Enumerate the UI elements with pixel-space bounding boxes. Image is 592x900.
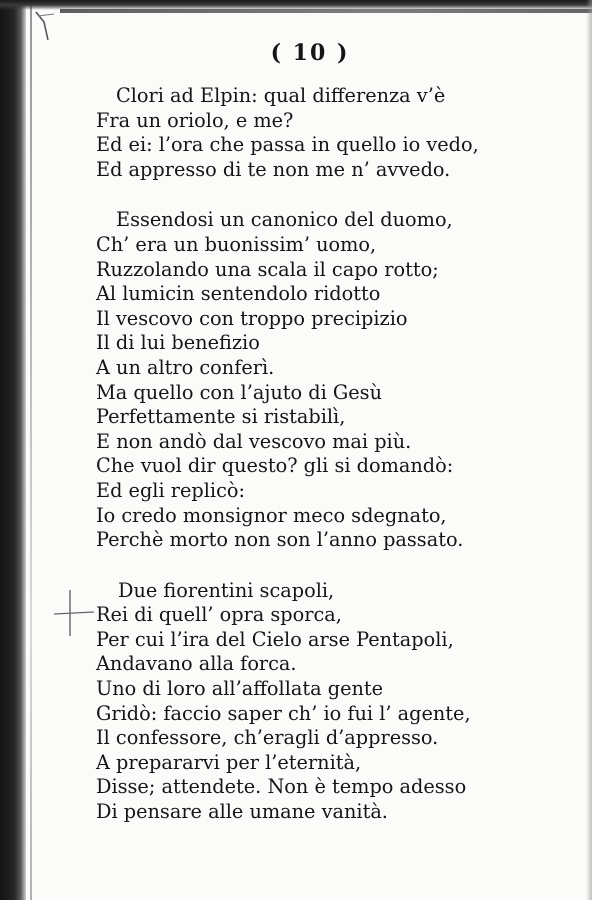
verse-line: Per cui l’ira del Cielo arse Pentapoli, bbox=[96, 627, 454, 651]
verse-line: Il confessore, ch’eragli d’appresso. bbox=[96, 726, 439, 750]
verse-line: Uno di loro all’affollata gente bbox=[96, 677, 384, 701]
verse-line: Ed egli replicò: bbox=[96, 478, 245, 502]
stanza bbox=[96, 208, 576, 552]
verse-line: Clori ad Elpin: qual differenza v’è bbox=[116, 84, 446, 107]
verse-line: E non andò dal vescovo mai più. bbox=[96, 429, 412, 453]
verse-line: A un altro conferì. bbox=[96, 355, 275, 379]
verse-line: Ma quello con l’ajuto di Gesù bbox=[96, 380, 382, 404]
top-page-edge bbox=[60, 9, 592, 13]
verse-line: Il vescovo con troppo precipizio bbox=[96, 306, 408, 330]
verse-line: Disse; attendete. Non è tempo adesso bbox=[96, 775, 467, 799]
right-page-edge bbox=[586, 0, 592, 900]
gutter-shadow bbox=[30, 0, 32, 900]
verse-line: Al lumicin sentendolo ridotto bbox=[96, 282, 381, 306]
crosshair-mark bbox=[52, 588, 96, 638]
verse-line: Ed appresso di te non me n’ avvedo. bbox=[96, 157, 451, 181]
stanza bbox=[96, 84, 576, 182]
page-number: ( 10 ) bbox=[270, 40, 350, 66]
verse-line: Fra un oriolo, e me? bbox=[96, 108, 294, 132]
binding-edge bbox=[0, 0, 26, 900]
verse-line: Essendosi un canonico del duomo, bbox=[116, 208, 453, 232]
verse-line: Di pensare alle umane vanità. bbox=[96, 800, 388, 824]
verse-line: Ch’ era un buonissim’ uomo, bbox=[96, 232, 377, 256]
verse-line: Io credo monsignor meco sdegnato, bbox=[96, 503, 447, 527]
verse-line: Gridò: faccio saper ch’ io fui l’ agente, bbox=[96, 701, 471, 725]
verse-line: Ed ei: l’ora che passa in quello io vedo, bbox=[96, 133, 479, 157]
verse-line: Perchè morto non son l’anno passato. bbox=[96, 528, 464, 552]
verse-line: Il di lui benefizio bbox=[96, 331, 260, 355]
verse-line: Due fiorentini scapoli, bbox=[118, 578, 335, 602]
verse-line: Perfettamente si ristabilì, bbox=[96, 405, 346, 429]
verse-line: Ruzzolando una scala il capo rotto; bbox=[96, 257, 439, 281]
verse-line: Andavano alla forca. bbox=[96, 652, 297, 676]
poem-text bbox=[96, 84, 576, 851]
verse-line: Rei di quell’ opra sporca, bbox=[96, 603, 342, 627]
stanza bbox=[96, 579, 576, 825]
verse-line: A prepararvi per l’eternità, bbox=[96, 750, 362, 774]
verse-line: Che vuol dir questo? gli si domandò: bbox=[96, 454, 454, 478]
